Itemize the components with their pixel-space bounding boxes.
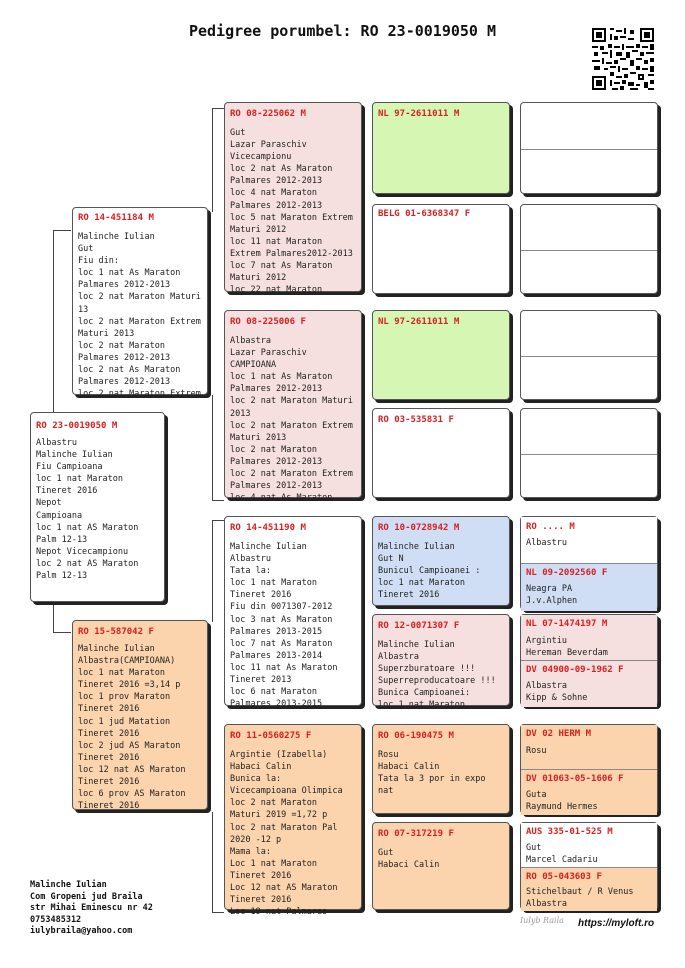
ring-number: DV 02 HERM M: [526, 729, 592, 739]
connector-line: [212, 395, 213, 500]
pigeon-details: Gut Habaci Calin: [378, 848, 440, 871]
gen4-card-15[interactable]: [521, 823, 657, 867]
gen3-card-8[interactable]: [372, 822, 510, 910]
website-link[interactable]: https://myloft.ro: [578, 918, 655, 929]
subject-pigeon-card[interactable]: [30, 412, 165, 602]
pigeon-details: Gut Marcel Cadariu: [526, 843, 598, 866]
connector-line: [53, 230, 54, 412]
gen4-pair-2[interactable]: [520, 204, 658, 294]
pigeon-details: Malinche Iulian Albastra Superzburatoare !!! Superreproducatoare !!! Bunica Campioanei: loc 1 nat Maraton: [378, 640, 496, 711]
gen4-card-7[interactable]: [521, 409, 657, 454]
gen4-pair-1[interactable]: [520, 102, 658, 194]
connector-line: [212, 520, 224, 521]
ring-number: NL 07-1474197 M: [526, 619, 608, 629]
connector-line: [212, 108, 224, 109]
ring-number: DV 04900-09-1962 F: [526, 665, 624, 675]
ring-number: NL 97-2611011 M: [378, 109, 460, 119]
gen3-card-6[interactable]: [372, 614, 510, 711]
pigeon-details: Neagra PA J.v.Alphen: [526, 584, 578, 607]
gen4-card-5[interactable]: [521, 311, 657, 356]
gen3-card-7[interactable]: [372, 724, 510, 814]
ring-number: RO 07-317219 F: [378, 829, 454, 839]
grandsire-paternal-card[interactable]: [224, 102, 362, 296]
dam-card[interactable]: [72, 620, 208, 810]
gen4-pair-4[interactable]: [520, 408, 658, 498]
granddam-paternal-card[interactable]: [224, 310, 362, 504]
gen4-card-9[interactable]: [521, 517, 657, 563]
pigeon-details: Argintiu Hereman Beverdam: [526, 636, 608, 659]
gen4-pair-6[interactable]: [520, 614, 658, 706]
gen4-card-10[interactable]: [521, 564, 657, 611]
pigeon-details: Rosu Habaci Calin Tata la 3 por in expo nat: [378, 750, 486, 797]
gen4-pair-7[interactable]: [520, 724, 658, 814]
qr-code: [590, 26, 656, 92]
pigeon-details: Albastra Kipp & Sohne: [526, 681, 588, 704]
connector-line: [53, 602, 54, 632]
ring-number: RO 23-0019050 M: [36, 421, 118, 431]
ring-number: BELG 01-6368347 F: [378, 209, 471, 219]
ring-number: RO 14-451184 M: [78, 213, 154, 223]
gen4-card-12[interactable]: [521, 661, 657, 707]
granddam-maternal-card[interactable]: [224, 724, 362, 918]
connector-line: [212, 108, 213, 212]
gen3-card-1[interactable]: [372, 102, 510, 194]
ring-number: RO 08-225062 M: [230, 109, 306, 119]
ring-number: RO 05-043603 F: [526, 872, 602, 882]
pigeon-details: Argintie (Izabella) Habaci Calin Bunica la: Vicecampioana Olimpica loc 2 nat Maraton Maturi 2019 =1,72 p loc 2 nat Maraton Pal 2020 -12 p Mama la: Loc 1 nat Maraton Tineret 2016 Loc 12 nat AS Maraton Tineret 2016 Loc 19 nat Palmares: [230, 750, 343, 918]
gen4-card-1[interactable]: [521, 103, 657, 149]
ring-number: DV 01063-05-1606 F: [526, 774, 624, 784]
ring-number: RO 15-587042 F: [78, 627, 154, 637]
connector-line: [212, 812, 213, 912]
breeder-contact: Malinche Iulian Com Gropeni jud Braila str Mihai Eminescu nr 42 0753485312 iulybraila@yahoo.com: [30, 880, 153, 936]
pigeon-details: Malinche Iulian Albastra(CAMPIOANA) loc 1 nat Maraton Tineret 2016 =3,14 p loc 1 prov Maraton Tineret 2016 loc 1 jud Matation Tineret 2016 loc 2 jud AS Maraton Tineret 2016 loc 12 nat AS Maraton Tineret 2016 loc 6 prov AS Maraton Tineret 2016: [78, 644, 186, 812]
gen4-card-2[interactable]: [521, 150, 657, 195]
pigeon-details: Stichelbaut / R Venus Albastra: [526, 887, 634, 910]
connector-line: [212, 912, 224, 913]
gen4-pair-8[interactable]: [520, 822, 658, 910]
pigeon-details: Rosu: [526, 746, 547, 756]
pigeon-details: Guta Raymund Hermes: [526, 790, 598, 813]
gen4-card-6[interactable]: [521, 357, 657, 401]
pigeon-details: Malinche Iulian Albastru Tata la: loc 1 nat Maraton Tineret 2016 Fiu din 0071307-2012 loc 3 nat As Maraton Palmares 2013-2015 loc 7 nat As Maraton Palmares 2013-2014 loc 11 nat As Maraton Tineret 2013 loc 6 nat Maraton Palmares 2013-2015: [230, 542, 338, 710]
connector-line: [53, 230, 71, 231]
gen3-card-5[interactable]: [372, 516, 510, 606]
ring-number: RO .... M: [526, 522, 575, 532]
gen3-card-4[interactable]: [372, 408, 510, 498]
gen3-card-2[interactable]: [372, 204, 510, 294]
pigeon-details: Albastra Lazar Paraschiv CAMPIOANA loc 1 nat As Maraton Palmares 2012-2013 loc 2 nat Maraton Maturi 2013 loc 2 nat Maraton Extrem Maturi 2013 loc 2 nat Maraton Palmares 2012-2013 loc 2 nat Maraton Extrem Palmares 2012-2013 loc 4 nat As Maraton: [230, 336, 353, 504]
pigeon-details: Albastru: [526, 538, 567, 548]
gen4-card-8[interactable]: [521, 455, 657, 499]
ring-number: RO 06-190475 M: [378, 731, 454, 741]
ring-number: NL 09-2092560 F: [526, 568, 608, 578]
gen3-card-3[interactable]: [372, 310, 510, 400]
gen4-pair-5[interactable]: [520, 516, 658, 610]
pigeon-details: Malinche Iulian Gut N Bunicul Campioanei : loc 1 nat Maraton Tineret 2016: [378, 542, 481, 601]
pigeon-details: Albastru Malinche Iulian Fiu Campioana loc 1 nat Maraton Tineret 2016 Nepot Campioana loc 1 nat AS Maraton Palm 12-13 Nepot Vicecampionu loc 2 nat AS Maraton Palm 12-13: [36, 438, 139, 582]
ring-number: NL 97-2611011 M: [378, 317, 460, 327]
ring-number: RO 12-0071307 F: [378, 621, 460, 631]
page-title: Pedigree porumbel: RO 23-0019050 M: [188, 22, 497, 40]
gen4-card-14[interactable]: [521, 770, 657, 815]
connector-line: [212, 520, 213, 622]
gen4-card-16[interactable]: [521, 868, 657, 911]
ring-number: RO 11-0560275 F: [230, 731, 312, 741]
ring-number: RO 08-225006 F: [230, 317, 306, 327]
ring-number: RO 14-451190 M: [230, 523, 306, 533]
gen4-card-3[interactable]: [521, 205, 657, 250]
ring-number: RO 03-535831 F: [378, 415, 454, 425]
connector-line: [53, 632, 71, 633]
ring-number: AUS 335-01-525 M: [526, 827, 613, 837]
gen4-card-4[interactable]: [521, 251, 657, 295]
pigeon-details: Gut Lazar Paraschiv Vicecampionu loc 2 nat As Maraton Palmares 2012-2013 loc 4 nat Maraton Palmares 2012-2013 loc 5 nat Maraton Extrem Maturi 2012 loc 11 nat Maraton Extrem Palmares2012-2013 loc 7 nat As Maraton Maturi 2012 loc 22 nat Maraton: [230, 128, 353, 296]
sire-card[interactable]: [72, 207, 208, 400]
gen4-card-11[interactable]: [521, 615, 657, 660]
connector-line: [212, 500, 224, 501]
gen4-card-13[interactable]: [521, 725, 657, 769]
pigeon-details: Malinche Iulian Gut Fiu din: loc 1 nat As Maraton Palmares 2012-2013 loc 2 nat Maraton Maturi 13 loc 2 nat Maraton Extrem Maturi 2013 loc 2 nat Maraton Palmares 2012-2013 loc 2 nat As Maraton Palmares 2012-2013 loc 2 nat Maraton Extrem: [78, 232, 201, 400]
signature: Iulyb Raila: [520, 916, 564, 925]
grandsire-maternal-card[interactable]: [224, 516, 362, 710]
gen4-pair-3[interactable]: [520, 310, 658, 400]
ring-number: RO 10-0728942 M: [378, 523, 460, 533]
